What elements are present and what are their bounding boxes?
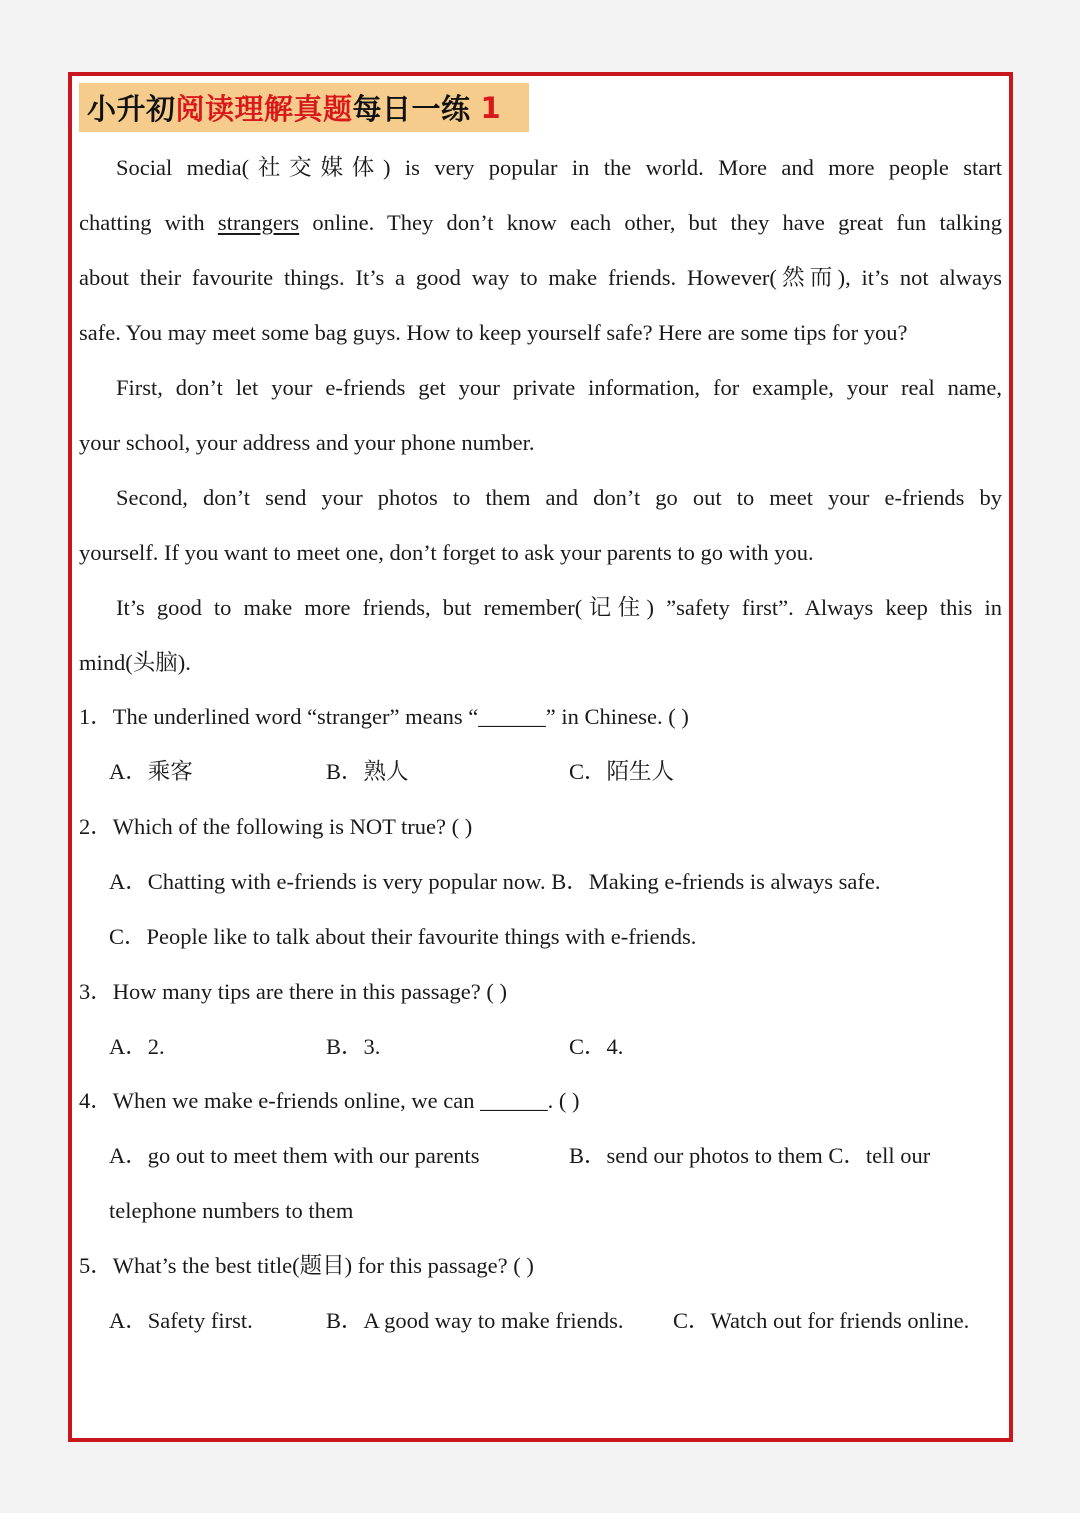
question-2-stem: 2．Which of the following is NOT true? ( ) — [79, 814, 473, 839]
q3-option-b: B．3. — [326, 1034, 381, 1059]
q1-option-a: A．乘客 — [109, 759, 193, 784]
q2-option-c: C．People like to talk about their favourite things with e-friends. — [109, 924, 697, 949]
title-part-1: 小升初 — [87, 92, 176, 126]
worksheet-title — [79, 83, 529, 132]
title-number: 1 — [480, 90, 502, 125]
text-run: online. They don’t know each other, but they have great fun talking — [299, 210, 1002, 235]
underlined-word: strangers — [217, 210, 300, 235]
question-1-stem: 1．The underlined word “stranger” means “______” in Chinese. ( ) — [79, 704, 689, 729]
q5-option-a: A．Safety first. — [109, 1308, 253, 1333]
passage-line: about their favourite things. It’s a good way to make friends. However(然而), it’s not always — [79, 265, 1002, 290]
q5-option-b: B．A good way to make friends. — [326, 1308, 624, 1333]
worksheet-frame — [68, 72, 1013, 1442]
passage-line: mind(头脑). — [79, 650, 191, 675]
q5-option-c: C．Watch out for friends online. — [673, 1308, 970, 1333]
q4-option-c-continued: telephone numbers to them — [109, 1198, 354, 1223]
passage-line — [79, 208, 1002, 238]
question-4-stem: 4．When we make e-friends online, we can ______. ( ) — [79, 1088, 580, 1113]
passage-line: your school, your address and your phone number. — [79, 430, 535, 455]
q2-option-a-b: A．Chatting with e-friends is very popular now. B．Making e-friends is always safe. — [109, 869, 881, 894]
passage-line: Second, don’t send your photos to them and don’t go out to meet your e-friends by — [116, 485, 1002, 510]
passage-line: Social media(社交媒体) is very popular in the world. More and more people start — [116, 155, 1002, 180]
title-part-3: 每日一练 — [352, 92, 471, 126]
question-3-stem: 3．How many tips are there in this passage? ( ) — [79, 979, 508, 1004]
title-part-2: 阅读理解真题 — [175, 92, 353, 126]
passage-line: First, don’t let your e-friends get your private information, for example, your real name, — [116, 375, 1002, 400]
q3-option-c: C．4. — [569, 1034, 624, 1059]
question-5-stem: 5．What’s the best title(题目) for this passage? ( ) — [79, 1253, 534, 1278]
passage-line: safe. You may meet some bag guys. How to keep yourself safe? Here are some tips for you? — [79, 320, 908, 345]
q4-option-b-c: B．send our photos to them C．tell our — [569, 1143, 931, 1168]
q1-option-c: C．陌生人 — [569, 759, 675, 784]
text-run: chatting with — [79, 210, 218, 235]
passage-line: yourself. If you want to meet one, don’t forget to ask your parents to go with you. — [79, 540, 814, 565]
q1-option-b: B．熟人 — [326, 759, 409, 784]
q4-option-a: A．go out to meet them with our parents — [109, 1143, 480, 1168]
q3-option-a: A．2. — [109, 1034, 165, 1059]
passage-line: It’s good to make more friends, but remember(记住) ”safety first”. Always keep this in — [116, 595, 1002, 620]
